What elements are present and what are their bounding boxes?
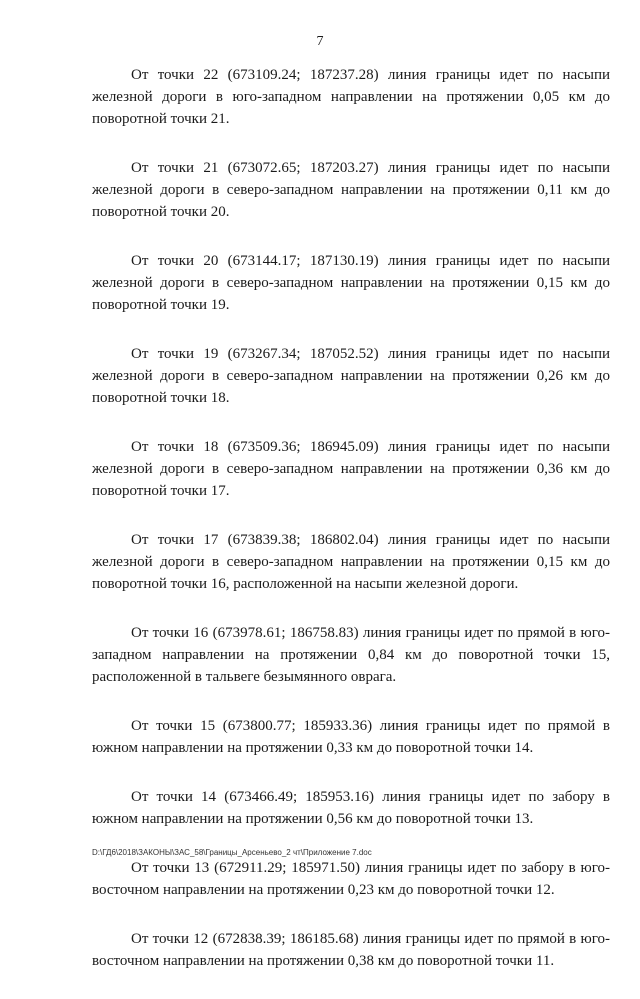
paragraph-point-17: От точки 17 (673839.38; 186802.04) линия границы идет по насыпи железной дороги в северо-западном направлении на протяжении 0,15 км до поворотной точки 16, расположенной на насыпи железной дороги.: [92, 532, 610, 592]
paragraph-point-21: От точки 21 (673072.65; 187203.27) линия границы идет по насыпи железной дороги в северо-западном направлении на протяжении 0,11 км до поворотной точки 20.: [92, 160, 610, 220]
document-body: [92, 64, 610, 999]
paragraph-point-20: От точки 20 (673144.17; 187130.19) линия границы идет по насыпи железной дороги в северо-западном направлении на протяжении 0,15 км до поворотной точки 19.: [92, 253, 610, 313]
paragraph-point-12: От точки 12 (672838.39; 186185.68) линия границы идет по прямой в юго-восточном направлении на протяжении 0,38 км до поворотной точки 11.: [92, 931, 610, 969]
paragraph-point-22: От точки 22 (673109.24; 187237.28) линия границы идет по насыпи железной дороги в юго-западном направлении на протяжении 0,05 км до поворотной точки 21.: [92, 67, 610, 127]
paragraph-point-14: От точки 14 (673466.49; 185953.16) линия границы идет по забору в южном направлении на протяжении 0,56 км до поворотной точки 13.: [92, 789, 610, 827]
paragraph-point-16: От точки 16 (673978.61; 186758.83) линия границы идет по прямой в юго-западном направлении на протяжении 0,84 км до поворотной точки 15, расположенной в тальвеге безымянного оврага.: [92, 625, 610, 685]
paragraph-point-15: От точки 15 (673800.77; 185933.36) линия границы идет по прямой в южном направлении на протяжении 0,33 км до поворотной точки 14.: [92, 718, 610, 756]
page-number: 7: [316, 34, 324, 49]
paragraph-point-18: От точки 18 (673509.36; 186945.09) линия границы идет по насыпи железной дороги в северо-западном направлении на протяжении 0,36 км до поворотной точки 17.: [92, 439, 610, 499]
paragraph-point-13: От точки 13 (672911.29; 185971.50) линия границы идет по забору в юго-восточном направлении на протяжении 0,23 км до поворотной точки 12.: [92, 860, 610, 898]
file-path-footer: D:\ГД6\2018\ЗАКОНЫ\ЗАС_58\Границы_Арсеньево_2 чт\Приложение 7.doc: [92, 848, 372, 857]
paragraph-point-19: От точки 19 (673267.34; 187052.52) линия границы идет по насыпи железной дороги в северо-западном направлении на протяжении 0,26 км до поворотной точки 18.: [92, 346, 610, 406]
